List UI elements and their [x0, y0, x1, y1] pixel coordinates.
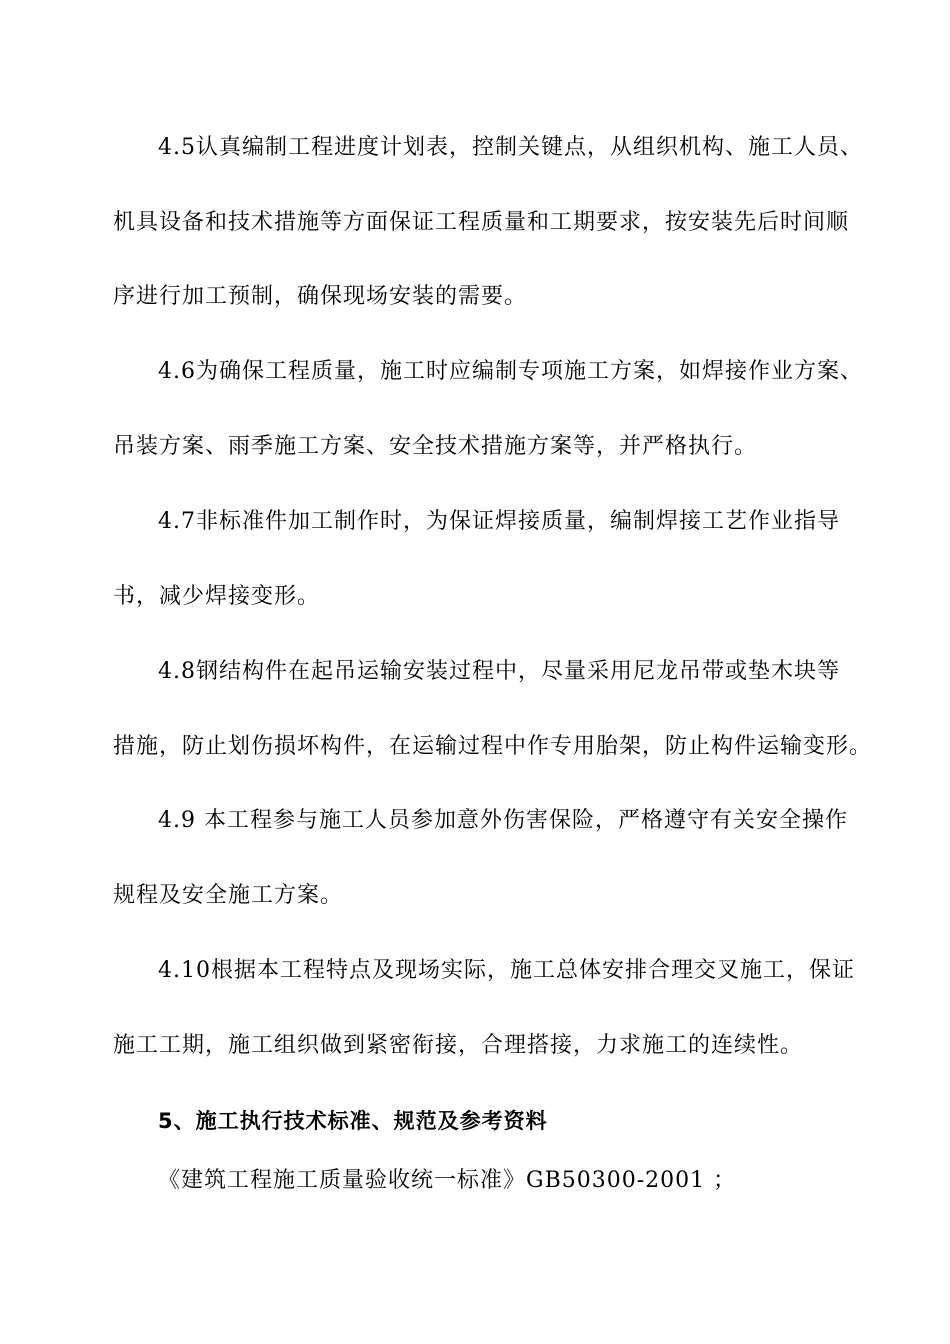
paragraph-4-8-line-2: 措施，防止划伤损坏构件，在运输过程中作专用胎架，防止构件运输变形。: [113, 734, 873, 759]
paragraph-4-5-line-2: 机具设备和技术措施等方面保证工程质量和工期要求，按安装先后时间顺: [113, 210, 850, 235]
paragraph-4-5-line-3: 序进行加工预制，确保现场安装的需要。: [113, 284, 528, 309]
paragraph-4-6-line-2: 吊装方案、雨季施工方案、安全技术措施方案等，并严格执行。: [113, 434, 758, 459]
section-heading: 5、施工执行技术标准、规范及参考资料: [158, 1109, 548, 1133]
paragraph-4-10-line-1: 4.10根据本工程特点及现场实际，施工总体安排合理交叉施工，保证: [158, 958, 855, 983]
paragraph-4-10-line-2: 施工工期，施工组织做到紧密衔接，合理搭接，力求施工的连续性。: [113, 1033, 804, 1058]
paragraph-4-5-line-1: 4.5认真编制工程进度计划表，控制关键点，从组织机构、施工人员、: [158, 135, 863, 160]
paragraph-4-6-line-1: 4.6为确保工程质量，施工时应编制专项施工方案，如焊接作业方案、: [158, 359, 863, 384]
paragraph-4-7-line-2: 书，减少焊接变形。: [113, 584, 321, 609]
reference-item: 《建筑工程施工质量验收统一标准》GB50300-2001 ；: [158, 1168, 737, 1193]
paragraph-4-9-line-2: 规程及安全施工方案。: [113, 883, 344, 908]
paragraph-4-7-line-1: 4.7非标准件加工制作时，为保证焊接质量，编制焊接工艺作业指导: [158, 509, 840, 534]
paragraph-4-9-line-1: 4.9 本工程参与施工人员参加意外伤害保险，严格遵守有关安全操作: [158, 808, 848, 833]
paragraph-4-8-line-1: 4.8钢结构件在起吊运输安装过程中，尽量采用尼龙吊带或垫木块等: [158, 659, 840, 684]
